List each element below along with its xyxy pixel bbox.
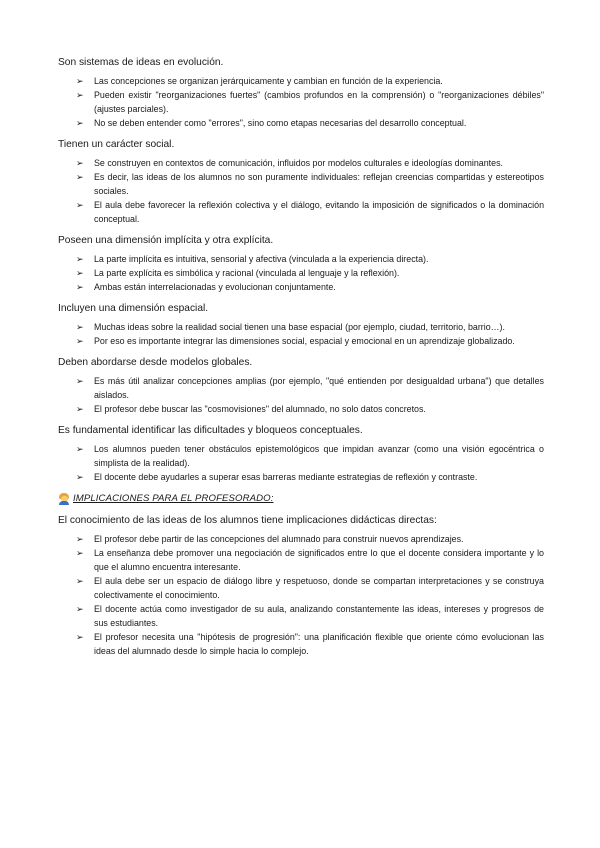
arrow-bullet-icon: ➢ — [76, 376, 84, 386]
arrow-bullet-icon: ➢ — [76, 404, 84, 414]
list-item: ➢ El profesor debe partir de las concepciones del alumnado para construir nuevos aprendizajes. — [76, 534, 464, 544]
arrow-bullet-icon: ➢ — [76, 548, 84, 558]
list-item: ➢ El profesor debe buscar las "cosmovisiones" del alumnado, no solo datos concretos. — [76, 404, 426, 414]
list-item: ➢ Es decir, las ideas de los alumnos no son puramente individuales: reflejan creencias compartidas y estereotipos sociales. — [76, 172, 544, 196]
list-item: ➢ El docente actúa como investigador de su aula, analizando constantemente las ideas, intereses y progresos de sus estudiantes. — [76, 604, 544, 628]
arrow-bullet-icon: ➢ — [76, 472, 84, 482]
section-dimension-espacial — [58, 302, 544, 348]
implications-intro: El conocimiento de las ideas de los alumnos tiene implicaciones didácticas directas: — [58, 515, 437, 526]
arrow-bullet-icon: ➢ — [76, 158, 84, 168]
implications-heading — [58, 492, 544, 506]
section-sistemas-evolucion — [58, 56, 544, 130]
list-item: ➢ Muchas ideas sobre la realidad social tienen una base espacial (por ejemplo, ciudad, territorio, barrio…). — [76, 322, 505, 332]
teacher-icon — [58, 493, 70, 505]
arrow-bullet-icon: ➢ — [76, 200, 84, 210]
list-item: ➢ El aula debe ser un espacio de diálogo libre y respetuoso, donde se compartan interpretaciones y se construya colectivamente el conocimiento. — [76, 576, 544, 600]
arrow-bullet-icon: ➢ — [76, 534, 84, 544]
list-item: ➢ Por eso es importante integrar las dimensiones social, espacial y emocional en un aprendizaje globalizado. — [76, 336, 515, 346]
arrow-bullet-icon: ➢ — [76, 632, 84, 642]
arrow-bullet-icon: ➢ — [76, 90, 84, 100]
section-heading: Son sistemas de ideas en evolución. — [58, 57, 224, 68]
section-heading: Tienen un carácter social. — [58, 139, 175, 150]
implications-title: IMPLICACIONES PARA EL PROFESORADO: — [73, 493, 274, 504]
bullet-list — [58, 74, 544, 130]
list-item: ➢ Se construyen en contextos de comunicación, influidos por modelos culturales e ideologías dominantes. — [76, 158, 503, 168]
arrow-bullet-icon: ➢ — [76, 576, 84, 586]
bullet-list — [58, 320, 544, 348]
list-item: ➢ La parte explícita es simbólica y racional (vinculada al lenguaje y la reflexión). — [76, 268, 400, 278]
list-item: ➢ No se deben entender como "errores", sino como etapas necesarias del desarrollo conceptual. — [76, 118, 467, 128]
section-dimension-implicita — [58, 234, 544, 294]
list-item: ➢ Ambas están interrelacionadas y evolucionan conjuntamente. — [76, 282, 336, 292]
list-item: ➢ Las concepciones se organizan jerárquicamente y cambian en función de la experiencia. — [76, 76, 443, 86]
bullet-list — [58, 156, 544, 226]
list-item: ➢ La parte implícita es intuitiva, sensorial y afectiva (vinculada a la experiencia directa). — [76, 254, 429, 264]
list-item: ➢ El docente debe ayudarles a superar esas barreras mediante estrategias de reflexión y contraste. — [76, 472, 478, 482]
section-heading: Incluyen una dimensión espacial. — [58, 303, 209, 314]
list-item: ➢ La enseñanza debe promover una negociación de significados entre lo que el docente considera importante y lo que el alumno encuentra interesante. — [76, 548, 544, 572]
arrow-bullet-icon: ➢ — [76, 76, 84, 86]
arrow-bullet-icon: ➢ — [76, 118, 84, 128]
section-dificultades — [58, 424, 544, 484]
list-item: ➢ El profesor necesita una "hipótesis de progresión": una planificación flexible que oriente cómo evolucionan las ideas del alumnado desde lo simple hacia lo complejo. — [76, 632, 544, 656]
arrow-bullet-icon: ➢ — [76, 268, 84, 278]
section-heading: Poseen una dimensión implícita y otra explícita. — [58, 235, 274, 246]
list-item: ➢ Es más útil analizar concepciones amplias (por ejemplo, "qué entienden por desigualdad urbana") que detalles aislados. — [76, 376, 544, 400]
arrow-bullet-icon: ➢ — [76, 172, 84, 182]
list-item: ➢ Pueden existir "reorganizaciones fuertes" (cambios profundos en la comprensión) o "reorganizaciones débiles" (ajustes parciales). — [76, 90, 544, 114]
arrow-bullet-icon: ➢ — [76, 322, 84, 332]
list-item: ➢ Los alumnos pueden tener obstáculos epistemológicos que impidan avanzar (como una visión egocéntrica o simplista de la realidad). — [76, 444, 544, 468]
arrow-bullet-icon: ➢ — [76, 336, 84, 346]
section-heading: Deben abordarse desde modelos globales. — [58, 357, 253, 368]
bullet-list — [58, 374, 544, 416]
arrow-bullet-icon: ➢ — [76, 254, 84, 264]
section-caracter-social — [58, 138, 544, 226]
arrow-bullet-icon: ➢ — [76, 604, 84, 614]
arrow-bullet-icon: ➢ — [76, 444, 84, 454]
list-item: ➢ El aula debe favorecer la reflexión colectiva y el diálogo, evitando la imposición de significados o la dominación conceptual. — [76, 200, 544, 224]
section-implicaciones — [58, 514, 544, 658]
bullet-list — [58, 252, 544, 294]
section-modelos-globales — [58, 356, 544, 416]
arrow-bullet-icon: ➢ — [76, 282, 84, 292]
section-heading: Es fundamental identificar las dificultades y bloqueos conceptuales. — [58, 425, 363, 436]
bullet-list — [58, 442, 544, 484]
bullet-list — [58, 532, 544, 658]
